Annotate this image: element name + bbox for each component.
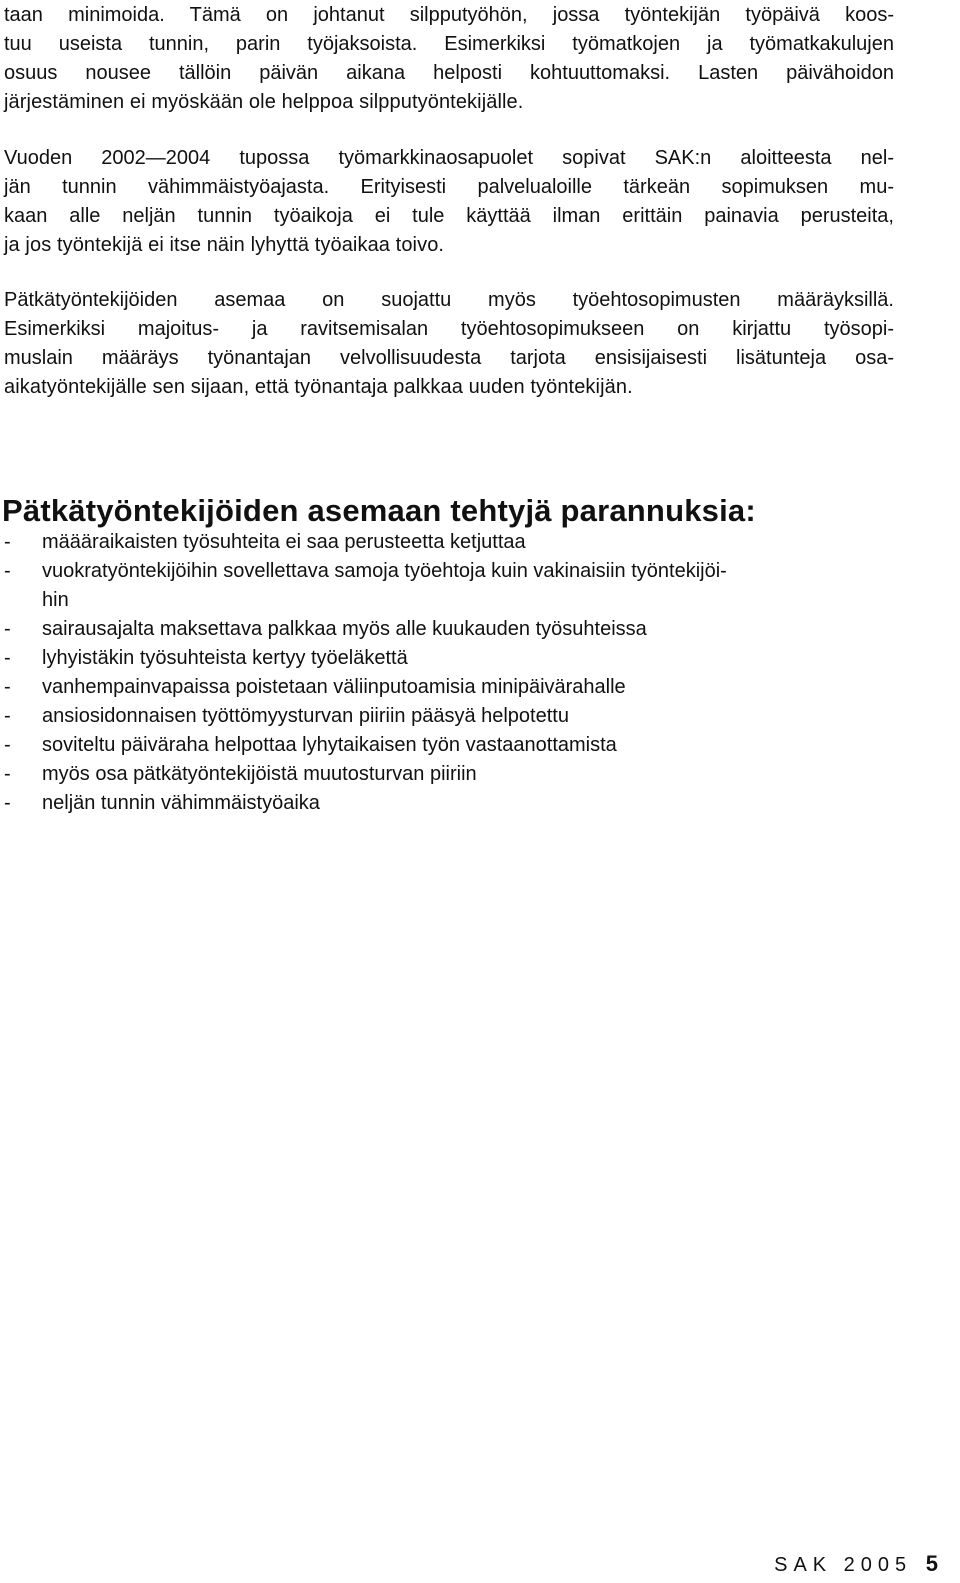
paragraph-1-line: järjestäminen ei myöskään ole helppoa silpputyöntekijälle.	[4, 91, 524, 113]
paragraph-3-line: Esimerkiksi majoitus- ja ravitsemisalan työehtosopimukseen on kirjattu työsopi-	[4, 318, 894, 340]
list-item-text: määäraikaisten työsuhteita ei saa perusteetta ketjuttaa	[42, 531, 526, 553]
improvements-list	[4, 528, 904, 818]
bullet-dash: -	[4, 531, 11, 553]
list-item-text: soviteltu päiväraha helpottaa lyhytaikaisen työn vastaanottamista	[42, 734, 617, 756]
page-footer	[774, 1552, 938, 1577]
list-item-text	[42, 557, 904, 615]
footer-label: SAK 2005	[774, 1554, 913, 1576]
bullet-dash: -	[4, 560, 11, 582]
paragraph-2	[4, 144, 894, 260]
paragraph-3	[4, 286, 894, 402]
paragraph-3-line: muslain määräys työnantajan velvollisuudesta tarjota ensisijaisesti lisätunteja osa-	[4, 347, 894, 369]
list-item	[4, 528, 904, 557]
bullet-dash: -	[4, 763, 11, 785]
bullet-dash: -	[4, 734, 11, 756]
bullet-dash: -	[4, 705, 11, 727]
paragraph-1	[4, 1, 894, 117]
page-number: 5	[925, 1551, 938, 1576]
paragraph-3-line: aikatyöntekijälle sen sijaan, että työnantaja palkkaa uuden työntekijän.	[4, 376, 633, 398]
list-item	[4, 615, 904, 644]
list-item-text: myös osa pätkätyöntekijöistä muutosturvan piiriin	[42, 763, 477, 785]
list-item	[4, 760, 904, 789]
list-item	[4, 644, 904, 673]
paragraph-2-line: Vuoden 2002—2004 tupossa työmarkkinaosapuolet sopivat SAK:n aloitteesta nel-	[4, 147, 894, 169]
bullet-dash: -	[4, 618, 11, 640]
paragraph-1-line: tuu useista tunnin, parin työjaksoista. Esimerkiksi työmatkojen ja työmatkakulujen	[4, 33, 894, 55]
list-item-text: ansiosidonnaisen työttömyysturvan piiriin pääsyä helpotettu	[42, 705, 569, 727]
list-item-text: neljän tunnin vähimmäistyöaika	[42, 792, 320, 814]
paragraph-1-line: osuus nousee tällöin päivän aikana helposti kohtuuttomaksi. Lasten päivähoidon	[4, 62, 894, 84]
paragraph-2-line: kaan alle neljän tunnin työaikoja ei tule käyttää ilman erittäin painavia perusteita,	[4, 205, 894, 227]
list-item	[4, 557, 904, 615]
paragraph-1-line: taan minimoida. Tämä on johtanut silpputyöhön, jossa työntekijän työpäivä koos-	[4, 4, 894, 26]
list-item-text-wrapped: vuokratyöntekijöihin sovellettava samoja työehtoja kuin vakinaisiin työntekijöi- hin	[42, 560, 727, 611]
paragraph-2-line: ja jos työntekijä ei itse näin lyhyttä työaikaa toivo.	[4, 234, 445, 256]
bullet-dash: -	[4, 647, 11, 669]
bullet-dash: -	[4, 792, 11, 814]
section-heading: Pätkätyöntekijöiden asemaan tehtyjä parannuksia:	[2, 493, 756, 528]
paragraph-2-line: jän tunnin vähimmäistyöajasta. Erityisesti palvelualoille tärkeän sopimuksen mu-	[4, 176, 894, 198]
list-item	[4, 789, 904, 818]
list-item	[4, 673, 904, 702]
bullet-dash: -	[4, 676, 11, 698]
list-item	[4, 702, 904, 731]
list-item-text: vanhempainvapaissa poistetaan väliinputoamisia minipäivärahalle	[42, 676, 626, 698]
list-item	[4, 731, 904, 760]
list-item-text: lyhyistäkin työsuhteista kertyy työeläkettä	[42, 647, 408, 669]
list-item-text: sairausajalta maksettava palkkaa myös alle kuukauden työsuhteissa	[42, 618, 647, 640]
paragraph-3-line: Pätkätyöntekijöiden asemaa on suojattu myös työehtosopimusten määräyksillä.	[4, 289, 894, 311]
